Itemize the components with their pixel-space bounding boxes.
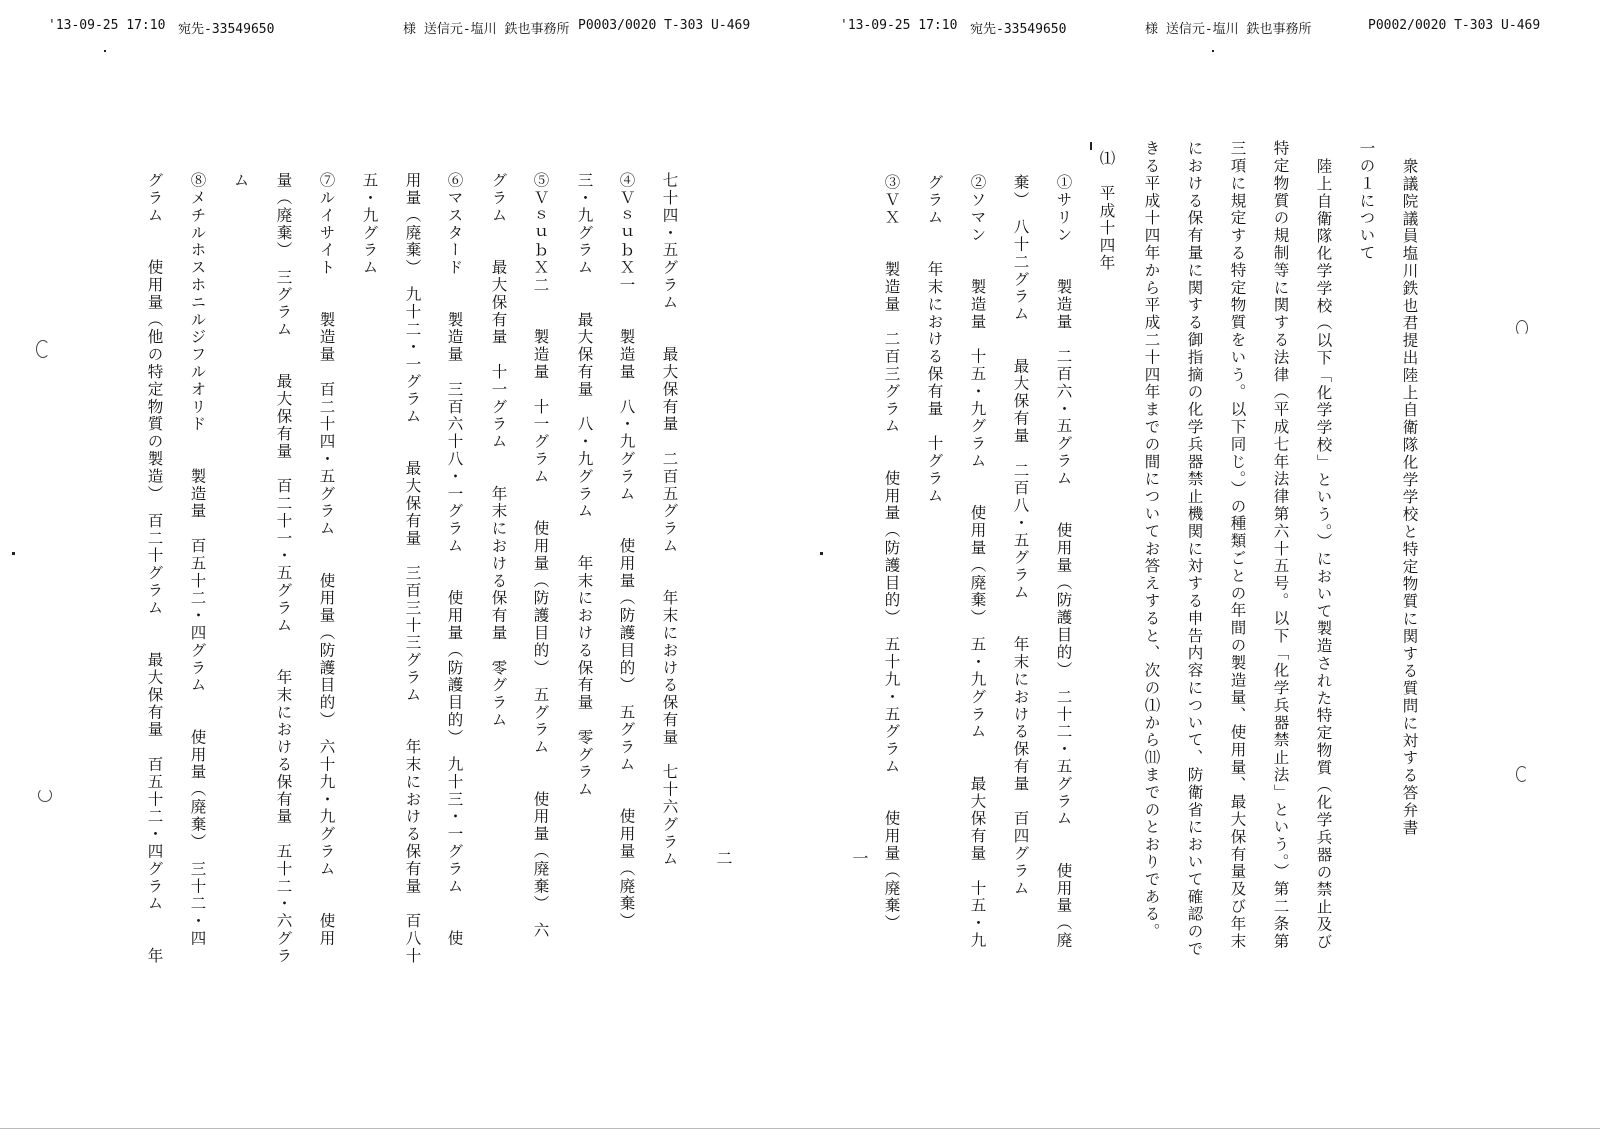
text-line: グラム 年末における保有量 十グラム bbox=[925, 174, 944, 505]
scan-speck bbox=[820, 552, 823, 555]
text-line: 陸上自衛隊化学学校（以下「化学学校」という。）において製造された特定物質（化学兵器の禁止及び bbox=[1314, 158, 1333, 951]
page-edge bbox=[0, 1128, 1600, 1129]
fax-timestamp: '13-09-25 17:10 bbox=[48, 18, 166, 33]
text-line: ⑦ルイサイト 製造量 百二十四・五グラム 使用量（防護目的） 六十九・九グラム 使用 bbox=[317, 172, 336, 948]
text-line: グラム 最大保有量 十一グラム 年末における保有量 零グラム bbox=[489, 172, 508, 729]
scan-speck bbox=[104, 50, 106, 52]
text-line: 用量（廃棄） 九十二・一グラム 最大保有量 三百三十三グラム 年末における保有量 百八十 bbox=[403, 172, 422, 965]
text-line: きる平成十四年から平成二十四年までの間についてお答えすると、次の⑴から⑾までのとおりである。 bbox=[1142, 140, 1161, 941]
scan-speck bbox=[1090, 142, 1092, 150]
fax-destination: 宛先-33549650 bbox=[178, 22, 275, 37]
fax-page-code: P0003/0020 T-303 U-469 bbox=[578, 18, 751, 33]
text-line: ⑤ＶｓｕｂＸ二 製造量 十一グラム 使用量（防護目的） 五グラム 使用量（廃棄） 六 bbox=[531, 172, 550, 940]
text-line: ム bbox=[231, 172, 250, 190]
section-heading: 一の１について bbox=[1357, 140, 1376, 262]
scan-speck bbox=[1212, 50, 1214, 52]
text-line: 棄） 八十二グラム 最大保有量 二百八・五グラム 年末における保有量 百四グラム bbox=[1011, 174, 1030, 898]
text-line: ④ＶｓｕｂＸ一 製造量 八・九グラム 使用量（防護目的） 五グラム 使用量（廃棄） bbox=[617, 172, 636, 930]
punch-hole-mark bbox=[36, 340, 50, 358]
text-line: 三項に規定する特定物質をいう。以下同じ。）の種類ごとの年間の製造量、使用量、最大保有量及び年末 bbox=[1228, 140, 1247, 951]
fax-sender: 様 送信元-塩川 鉄也事務所 bbox=[1145, 22, 1312, 37]
fax-sender: 様 送信元-塩川 鉄也事務所 bbox=[403, 22, 570, 37]
text-line: 特定物質の規制等に関する法律（平成七年法律第六十五号。以下「化学兵器禁止法」という。）第二条第 bbox=[1271, 140, 1290, 951]
punch-hole-mark bbox=[38, 788, 52, 802]
document-title: 衆議院議員塩川鉄也君提出陸上自衛隊化学学校と特定物質に関する質問に対する答弁書 bbox=[1400, 158, 1419, 837]
punch-hole-mark bbox=[1516, 320, 1528, 336]
text-line: 五・九グラム bbox=[360, 172, 379, 277]
text-line: における保有量に関する御指摘の化学兵器禁止機関に対する申告内容について、防衛省において確認ので bbox=[1185, 140, 1204, 958]
text-line: 三・九グラム 最大保有量 八・九グラム 年末における保有量 零グラム bbox=[575, 172, 594, 799]
scan-speck bbox=[12, 552, 15, 555]
page-number: 一 bbox=[850, 850, 869, 866]
text-line: ③ＶＸ 製造量 二百三グラム 使用量（防護目的） 五十九・五グラム 使用量（廃棄） bbox=[882, 174, 901, 932]
fax-timestamp: '13-09-25 17:10 bbox=[840, 18, 958, 33]
punch-hole-mark bbox=[1516, 766, 1528, 782]
text-line: ⑥マスタード 製造量 三百六十八・一グラム 使用量（防護目的） 九十三・一グラム 使 bbox=[445, 172, 464, 948]
text-line: ⑧メチルホスホニルジフルオリド 製造量 百五十二・四グラム 使用量（廃棄） 三十二・四 bbox=[188, 172, 207, 948]
text-line: ①サリン 製造量 二百六・五グラム 使用量（防護目的） 二十二・五グラム 使用量（廃 bbox=[1054, 174, 1073, 950]
text-line: 七十四・五グラム 最大保有量 二百五グラム 年末における保有量 七十六グラム bbox=[660, 172, 679, 868]
fax-page-code: P0002/0020 T-303 U-469 bbox=[1368, 18, 1541, 33]
page-number: 二 bbox=[714, 850, 733, 866]
text-line: グラム 使用量（他の特定物質の製造） 百二十グラム 最大保有量 百五十二・四グラム 年 bbox=[145, 172, 164, 965]
fax-destination: 宛先-33549650 bbox=[970, 22, 1067, 37]
subsection-heading: ⑴ 平成十四年 bbox=[1097, 150, 1116, 272]
text-line: 量（廃棄） 三グラム 最大保有量 百二十一・五グラム 年末における保有量 五十二・六グラ bbox=[274, 172, 293, 965]
text-line: ②ソマン 製造量 十五・九グラム 使用量（廃棄） 五・九グラム 最大保有量 十五・九 bbox=[968, 174, 987, 950]
